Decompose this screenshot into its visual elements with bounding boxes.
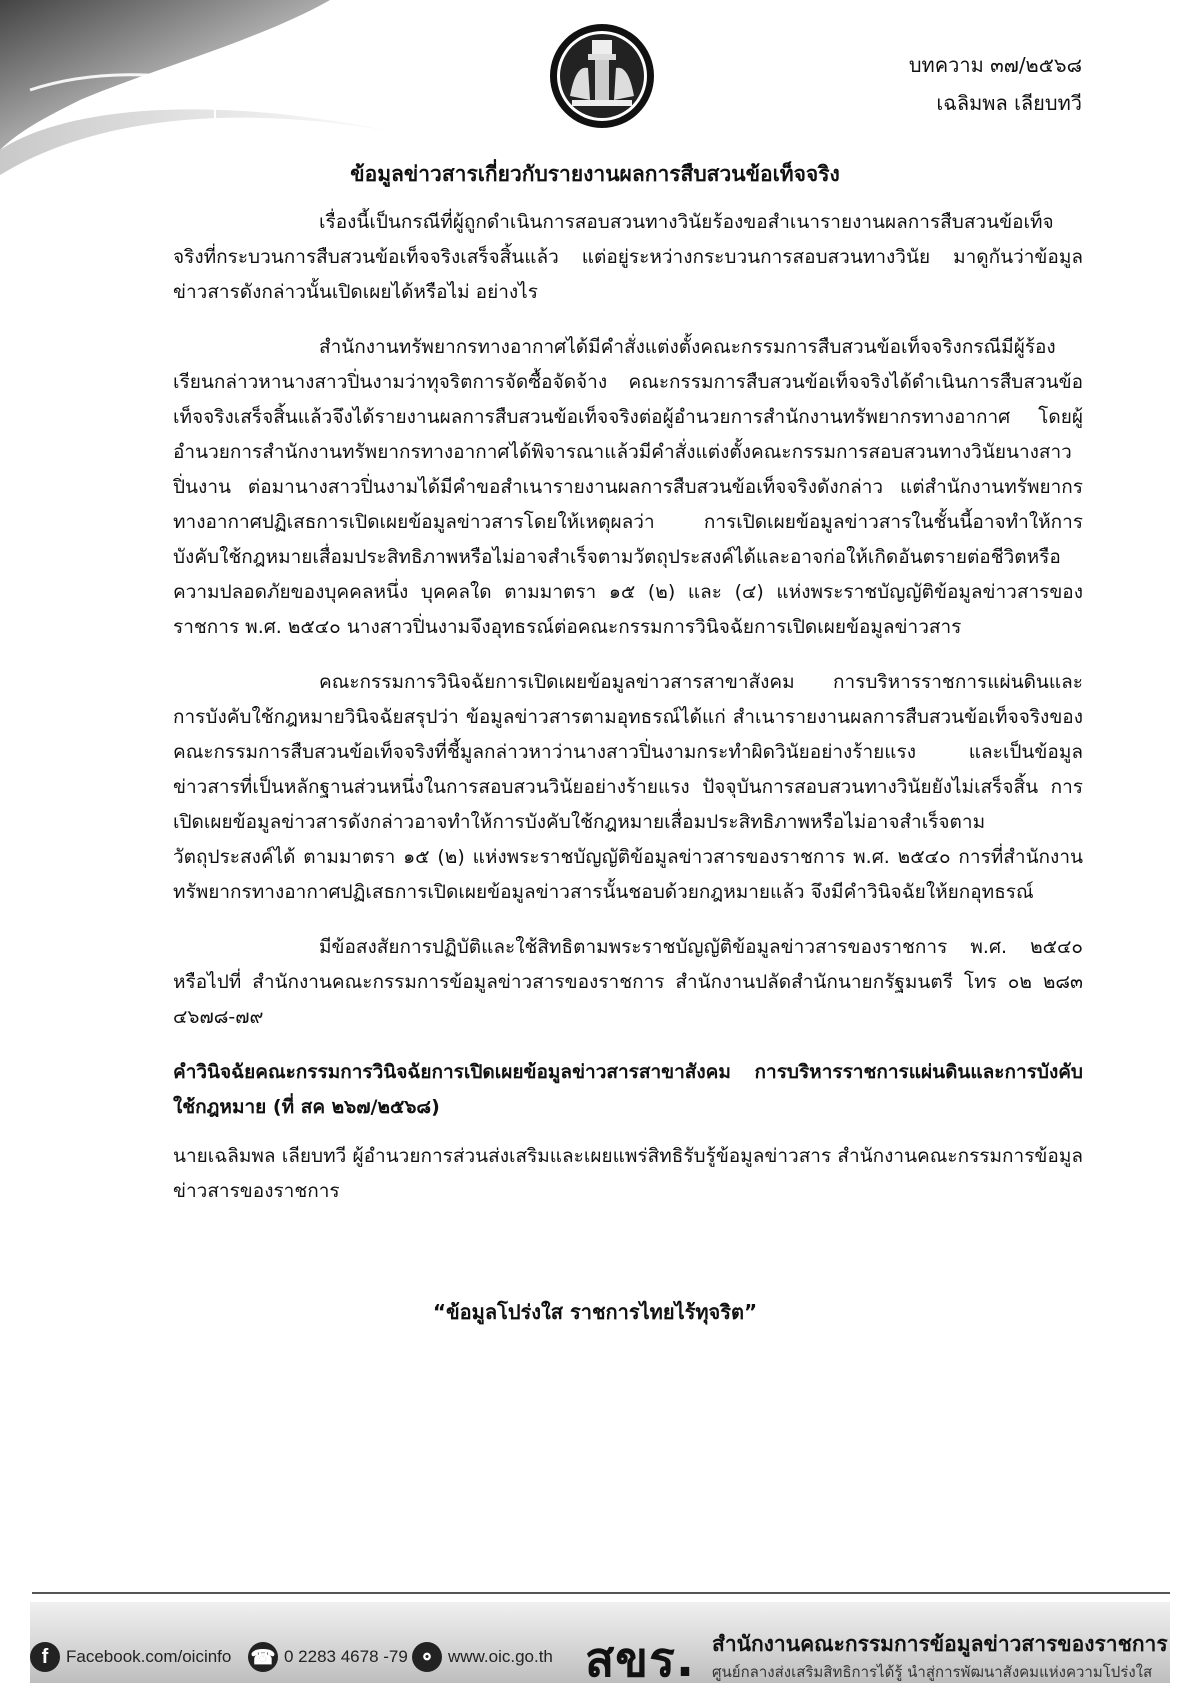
paragraph-reference: คำวินิจฉัยคณะกรรมการวินิจฉัยการเปิดเผยข้อมูลข่าวสารสาขาสังคม การบริหารราชการแผ่นดินและการบังคับใช้กฎหมาย (ที่ สค ๒๖๗/๒๕๖๘) — [173, 1061, 1083, 1118]
facebook-icon: f — [30, 1642, 60, 1672]
footer-phone[interactable] — [248, 1640, 408, 1674]
article-number: บทความ ๓๗/๒๕๖๘ — [908, 53, 1082, 77]
paragraph-decision: คณะกรรมการวินิจฉัยการเปิดเผยข้อมูลข่าวสารสาขาสังคม การบริหารราชการแผ่นดินและการบังคับใช้กฎหมายวินิจฉัยสรุปว่า ข้อมูลข่าวสารตามอุทธรณ์ได้แก่ สำเนารายงานผลการสืบสวนข้อเท็จจริงของคณะกรรมการสืบสวนข้อเท็จจริงที่ชี้มูลกล่าวหาว่านางสาวปิ่นงามกระทำผิดวินัยอย่างร้ายแรง และเป็นข้อมูลข่าวสารที่เป็นหลักฐานส่วนหนึ่งในการสอบสวนวินัยอย่างร้ายแรง ปัจจุบันการสอบสวนทางวินัยยังไม่เสร็จสิ้น การเปิดเผยข้อมูลข่าวสารดังกล่าวอาจทำให้การบังคับใช้กฎหมายเสื่อมประสิทธิภาพหรือไม่อาจสำเร็จตามวัตถุประสงค์ได้ ตามมาตรา ๑๕ (๒) แห่งพระราชบัญญัติข้อมูลข่าวสารของราชการ พ.ศ. ๒๕๔๐ การที่สำนักงานทรัพยากรทางอากาศปฏิเสธการเปิดเผยข้อมูลข่าวสารนั้นชอบด้วยกฎหมายแล้ว จึงมีคำวินิจฉัยให้ยกอุทธรณ์ — [173, 671, 1083, 903]
government-emblem-icon — [548, 22, 656, 130]
paragraph-facts: สำนักงานทรัพยากรทางอากาศได้มีคำสั่งแต่งตั้งคณะกรรมการสืบสวนข้อเท็จจริงกรณีมีผู้ร้องเรียนกล่าวหานางสาวปิ่นงามว่าทุจริตการจัดซื้อจัดจ้าง คณะกรรมการสืบสวนข้อเท็จจริงได้ดำเนินการสืบสวนข้อเท็จจริงเสร็จสิ้นแล้วจึงได้รายงานผลการสืบสวนข้อเท็จจริงต่อผู้อำนวยการสำนักงานทรัพยากรทางอากาศ โดยผู้อำนวยการสำนักงานทรัพยากรทางอากาศได้พิจารณาแล้วมีคำสั่งแต่งตั้งคณะกรรมการสอบสวนทางวินัยนางสาวปิ่นงาน ต่อมานางสาวปิ่นงามได้มีคำขอสำเนารายงานผลการสืบสวนข้อเท็จจริงดังกล่าว แต่สำนักงานทรัพยากรทางอากาศปฏิเสธการเปิดเผยข้อมูลข่าวสารโดยให้เหตุผลว่า การเปิดเผยข้อมูลข่าวสารในชั้นนี้อาจทำให้การบังคับใช้กฎหมายเสื่อมประสิทธิภาพหรือไม่อาจสำเร็จตามวัตถุประสงค์ได้และอาจก่อให้เกิดอันตรายต่อชีวิตหรือความปลอดภัยของบุคคลหนึ่ง บุคคลใด ตามมาตรา ๑๕ (๒) และ (๔) แห่งพระราชบัญญัติข้อมูลข่าวสารของราชการ พ.ศ. ๒๕๔๐ นางสาวปิ่นงามจึงอุทธรณ์ต่อคณะกรรมการวินิจฉัยการเปิดเผยข้อมูลข่าวสาร — [173, 336, 1083, 638]
slogan: “ข้อมูลโปร่งใส ราชการไทยไร้ทุจริต” — [432, 1300, 758, 1324]
phone-icon: ☎ — [248, 1642, 278, 1672]
phone-number[interactable]: 0 2283 4678 -79 — [284, 1647, 408, 1666]
organization-name: สำนักงานคณะกรรมการข้อมูลข่าวสารของราชการ — [712, 1632, 1168, 1656]
paragraph-author: นายเฉลิมพล เลียบทวี ผู้อำนวยการส่วนส่งเสริมและเผยแพร่สิทธิรับรู้ข้อมูลข่าวสาร สำนักงานคณะกรรมการข้อมูลข่าวสารของราชการ — [173, 1145, 1083, 1202]
website-link[interactable]: www.oic.go.th — [448, 1647, 553, 1666]
footer-website[interactable] — [412, 1640, 553, 1674]
organization-tagline: ศูนย์กลางส่งเสริมสิทธิการได้รู้ นำสู่การพัฒนาสังคมแห่งความโปร่งใส — [712, 1663, 1153, 1681]
paragraph-contact: มีข้อสงสัยการปฏิบัติและใช้สิทธิตามพระราชบัญญัติข้อมูลข่าวสารของราชการ พ.ศ. ๒๕๔๐ หรือไปที่ สำนักงานคณะกรรมการข้อมูลข่าวสารของราชการ สำนักงานปลัดสำนักนายกรัฐมนตรี โทร ๐๒ ๒๘๓ ๔๖๗๘-๗๙ — [173, 936, 1083, 1028]
footer — [30, 1602, 1170, 1683]
author-name: เฉลิมพล เลียบทวี — [936, 91, 1082, 115]
article-body — [173, 205, 1083, 1229]
globe-icon: ⚬ — [412, 1642, 442, 1672]
footer-facebook[interactable] — [30, 1640, 231, 1674]
paragraph-intro: เรื่องนี้เป็นกรณีที่ผู้ถูกดำเนินการสอบสวนทางวินัยร้องขอสำเนารายงานผลการสืบสวนข้อเท็จจริงที่กระบวนการสืบสวนข้อเท็จจริงเสร็จสิ้นแล้ว แต่อยู่ระหว่างกระบวนการสอบสวนทางวินัย มาดูกันว่าข้อมูลข่าวสารดังกล่าวนั้นเปิดเผยได้หรือไม่ อย่างไร — [173, 211, 1083, 303]
facebook-link[interactable]: Facebook.com/oicinfo — [66, 1647, 232, 1666]
footer-divider — [32, 1592, 1170, 1594]
oic-logo: สขร. — [585, 1632, 696, 1683]
page-title: ข้อมูลข่าวสารเกี่ยวกับรายงานผลการสืบสวนข้อเท็จจริง — [350, 162, 840, 186]
